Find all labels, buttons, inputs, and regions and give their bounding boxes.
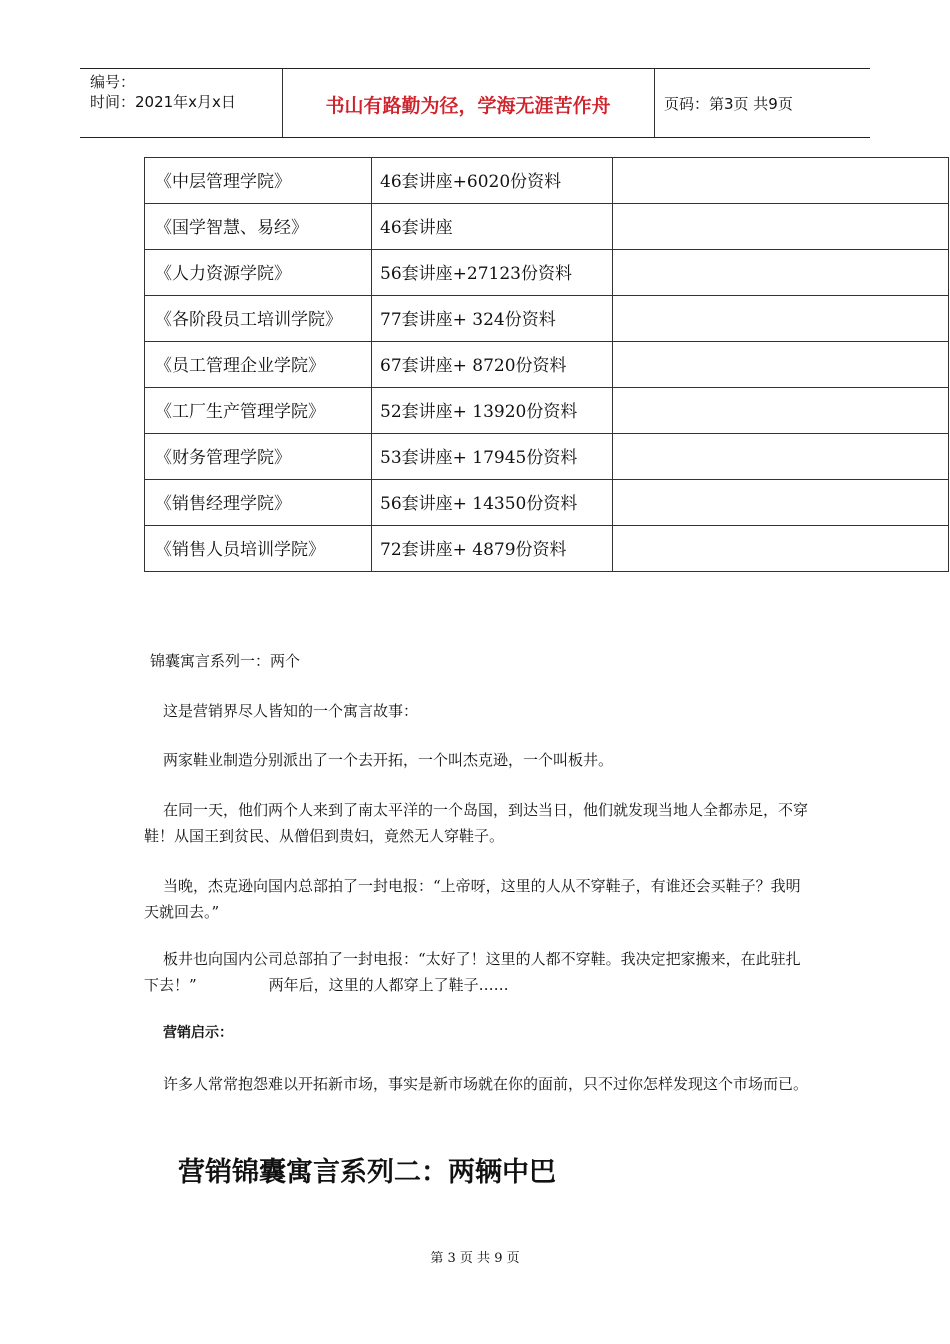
table-cell-detail: 46套讲座+6020份资料 (372, 158, 613, 204)
table-cell-detail: 52套讲座+ 13920份资料 (372, 388, 613, 434)
table-row (145, 296, 949, 342)
table-cell-note (613, 296, 949, 342)
table-cell-detail: 56套讲座+ 14350份资料 (372, 480, 613, 526)
table-row (145, 204, 949, 250)
table-cell-detail: 72套讲座+ 4879份资料 (372, 526, 613, 572)
story1-paragraph (144, 946, 814, 998)
table-row (145, 480, 949, 526)
table-cell-detail: 67套讲座+ 8720份资料 (372, 342, 613, 388)
story1-paragraph: 当晚，杰克逊向国内总部拍了一封电报：“上帝呀，这里的人从不穿鞋子，有谁还会买鞋子？我明天就回去。” (144, 877, 801, 921)
page-footer: 第 3 页 共 9 页 (430, 1251, 520, 1266)
table-cell-note (613, 342, 949, 388)
header-divider (654, 69, 655, 137)
table-cell-detail: 53套讲座+ 17945份资料 (372, 434, 613, 480)
table-row (145, 388, 949, 434)
table-cell-note (613, 204, 949, 250)
table-cell-name: 《员工管理企业学院》 (145, 342, 372, 388)
table-cell-detail: 56套讲座+27123份资料 (372, 250, 613, 296)
table-cell-note (613, 434, 949, 480)
table-cell-note (613, 158, 949, 204)
table-row (145, 342, 949, 388)
number-label: 编号： (90, 73, 136, 91)
table-cell-note (613, 388, 949, 434)
page-header (80, 68, 870, 138)
course-table (144, 157, 949, 572)
table-cell-name: 《财务管理学院》 (145, 434, 372, 480)
header-meta (90, 72, 236, 112)
story1-title: 锦囊寓言系列一：两个 (150, 652, 301, 670)
table-cell-name: 《工厂生产管理学院》 (145, 388, 372, 434)
time-label: 时间：2021年x月x日 (90, 93, 236, 111)
table-cell-name: 《各阶段员工培训学院》 (145, 296, 372, 342)
story1-paragraph: 这是营销界尽人皆知的一个寓言故事： (163, 702, 419, 720)
table-cell-name: 《销售经理学院》 (145, 480, 372, 526)
insight-text: 许多人常常抱怨难以开拓新市场，事实是新市场就在你的面前，只不过你怎样发现这个市场而已。 (163, 1075, 809, 1093)
header-page-label: 页码：第3页 共9页 (664, 95, 793, 113)
table-row (145, 250, 949, 296)
table-cell-detail: 46套讲座 (372, 204, 613, 250)
insight-label: 营销启示： (163, 1025, 233, 1041)
table-cell-note (613, 480, 949, 526)
table-cell-name: 《中层管理学院》 (145, 158, 372, 204)
table-cell-name: 《人力资源学院》 (145, 250, 372, 296)
table-row (145, 526, 949, 572)
table-cell-note (613, 250, 949, 296)
story1-paragraph: 在同一天，他们两个人来到了南太平洋的一个岛国，到达当日，他们就发现当地人全都赤足，不穿鞋！从国王到贫民、从僧侣到贵妇，竟然无人穿鞋子。 (144, 801, 809, 845)
story2-title: 营销锦囊寓言系列二：两辆中巴 (178, 1157, 556, 1188)
story1-ending: 两年后，这里的人都穿上了鞋子…… (268, 976, 509, 994)
table-cell-note (613, 526, 949, 572)
table-cell-detail: 77套讲座+ 324份资料 (372, 296, 613, 342)
story1-paragraph: 两家鞋业制造分别派出了一个去开拓，一个叫杰克逊，一个叫板井。 (163, 751, 614, 769)
table-cell-name: 《国学智慧、易经》 (145, 204, 372, 250)
table-row (145, 158, 949, 204)
story1-telegram: 板井也向国内公司总部拍了一封电报：“太好了！这里的人都不穿鞋。我决定把家搬来，在此驻扎下去！” (144, 950, 801, 994)
table-cell-name: 《销售人员培训学院》 (145, 526, 372, 572)
table-row (145, 434, 949, 480)
header-motto: 书山有路勤为径，学海无涯苦作舟 (325, 95, 611, 117)
